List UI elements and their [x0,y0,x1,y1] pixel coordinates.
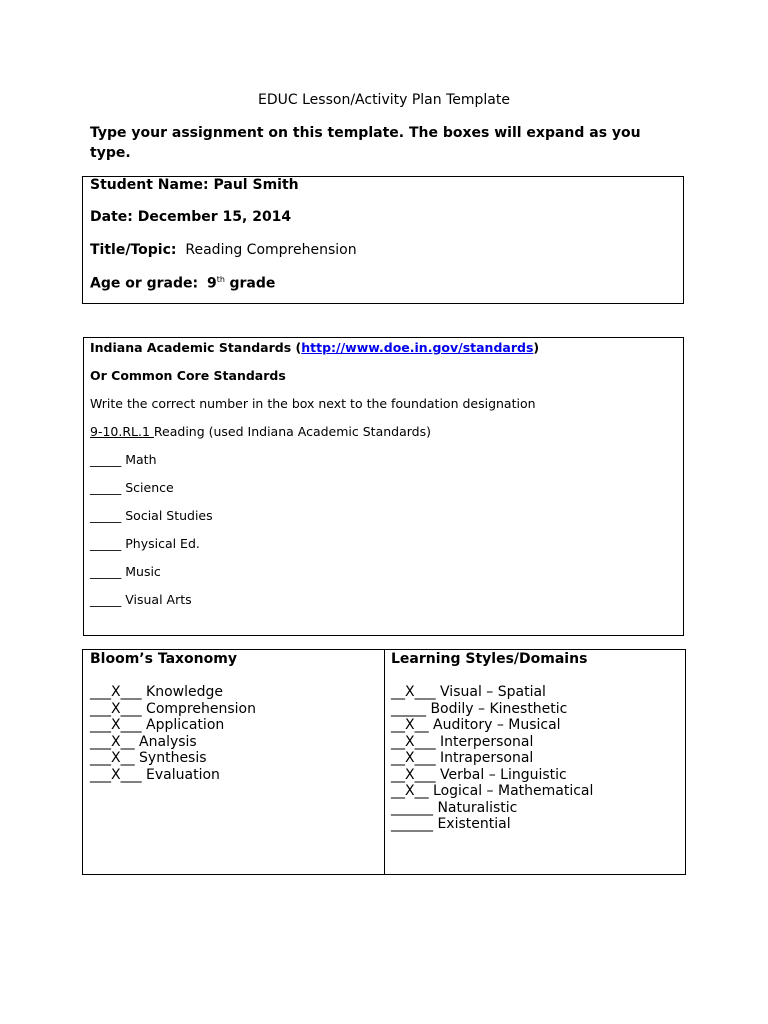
list-item: __X___ Verbal – Linguistic [391,766,567,783]
topic-label: Title/Topic: [90,242,177,258]
blooms-taxonomy-heading: Bloom’s Taxonomy [90,651,237,667]
reading-standard-row [90,424,431,439]
music-label: Music [125,564,161,579]
physical-ed-standard-row [90,536,200,551]
grade-label: Age or grade: [90,275,199,292]
common-core-heading [90,368,286,383]
learning-styles-heading: Learning Styles/Domains [391,651,588,667]
common-core-text: Or Common Core Standards [90,368,286,383]
list-item: __X___ Interpersonal [391,733,534,750]
list-item: ______ Naturalistic [391,799,518,816]
standards-heading [90,340,539,355]
document-title: EDUC Lesson/Activity Plan Template [258,92,510,108]
topic-value: Reading Comprehension [185,242,357,258]
learning-styles-column [384,650,685,874]
date-text: Date: December 15, 2014 [90,209,292,225]
list-item: ___X___ Knowledge [90,684,223,700]
student-info-box [82,176,684,304]
standards-heading-suffix: ) [533,340,540,355]
standards-instruction: Write the correct number in the box next to the foundation designation [90,396,536,411]
science-label: Science [125,480,174,495]
list-item: __X___ Intrapersonal [391,750,534,766]
math-standard-row [90,452,157,467]
blooms-taxonomy-list [90,684,256,783]
grade-number: 9 [207,275,217,292]
instructions-text: Type your assignment on this template. The boxes will expand as you type. [90,125,641,161]
math-label: Math [125,452,157,467]
visual-arts-blank: _____ [90,592,122,607]
date [90,209,291,225]
standards-heading-prefix: Indiana Academic Standards ( [90,340,302,355]
standards-box [83,337,684,636]
science-blank: _____ [90,480,122,495]
social-studies-label: Social Studies [125,508,213,523]
student-name [90,177,299,193]
list-item: __X___ Visual – Spatial [391,684,546,700]
physical-ed-blank: _____ [90,536,122,551]
math-blank: _____ [90,452,122,467]
age-grade [90,275,275,292]
list-item: _____ Bodily – Kinesthetic [391,700,568,717]
grade-suffix: grade [229,275,276,292]
learning-styles-list [391,684,593,833]
list-item: ______ Existential [391,816,511,832]
instructions [90,123,670,163]
list-item: __X__ Logical – Mathematical [391,783,594,799]
reading-standard-blank: 9-10.RL.1 [90,424,154,439]
physical-ed-label: Physical Ed. [125,536,200,551]
list-item: ___X__ Analysis [90,733,197,750]
grade-superscript: th [216,275,225,284]
social-studies-blank: _____ [90,508,122,523]
music-standard-row [90,564,161,579]
visual-arts-label: Visual Arts [125,592,192,607]
student-name-text: Student Name: Paul Smith [90,177,299,193]
list-item: ___X___ Application [90,717,225,733]
blooms-taxonomy-column [83,650,385,874]
reading-standard-label: Reading (used Indiana Academic Standards) [153,424,431,439]
title-topic [90,242,357,258]
music-blank: _____ [90,564,122,579]
science-standard-row [90,480,174,495]
standards-link[interactable]: http://www.doe.in.gov/standards [301,340,534,355]
list-item: ___X___ Evaluation [90,766,220,783]
list-item: ___X__ Synthesis [90,750,207,766]
taxonomy-styles-table [82,649,686,875]
visual-arts-standard-row [90,592,192,607]
list-item: ___X___ Comprehension [90,700,256,717]
social-studies-standard-row [90,508,213,523]
list-item: __X__ Auditory – Musical [391,717,561,733]
